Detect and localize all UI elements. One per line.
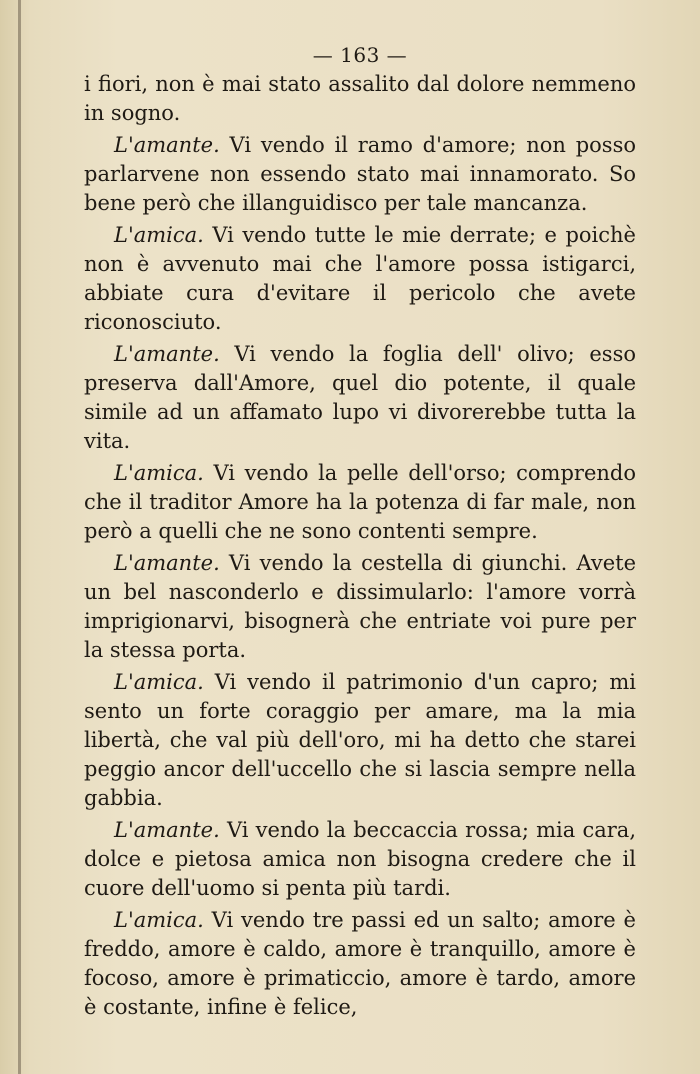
speaker-label: L'amica.	[114, 908, 204, 932]
binding-edge	[18, 0, 21, 1074]
speaker-label: L'amante.	[114, 342, 220, 366]
paragraph-text: Vi vendo tutte le mie derrate; e poichè non è avvenuto mai che l'amore possa istigarci, abbiate cura d'evitare il pericolo che avete riconosciuto.	[84, 223, 636, 334]
paragraph-text: Vi vendo la foglia dell' olivo; esso preserva dall'Amore, quel dio potente, il quale simile ad un affamato lupo vi divorerebbe tutta la vita.	[84, 342, 636, 453]
paragraph-text: Vi vendo la beccaccia rossa; mia cara, dolce e pietosa amica non bisogna credere che il cuore dell'uomo si penta più tardi.	[84, 818, 636, 900]
paragraph	[84, 816, 636, 903]
paragraph-text: Vi vendo la pelle dell'orso; comprendo che il traditor Amore ha la potenza di far male, non però a quelli che ne sono contenti sempre.	[84, 461, 636, 543]
speaker-label: L'amante.	[114, 551, 220, 575]
paragraph	[84, 221, 636, 337]
speaker-label: L'amante.	[114, 133, 220, 157]
paragraph	[84, 906, 636, 1022]
paragraph-text: Vi vendo il ramo d'amore; non posso parlarvene non essendo stato mai innamorato. So bene però che illanguidisco per tale mancanza.	[84, 133, 636, 215]
paragraph-text: Vi vendo la cestella di giunchi. Avete un bel nasconderlo e dissimularlo: l'amore vorrà imprigionarvi, bisognerà che entriate voi pure per la stessa porta.	[84, 551, 636, 662]
paragraph-text: Vi vendo tre passi ed un salto; amore è freddo, amore è caldo, amore è tranquillo, amore è focoso, amore è primaticcio, amore è tardo, amore è costante, infine è felice,	[84, 908, 636, 1019]
paragraph	[84, 70, 636, 128]
paragraph	[84, 459, 636, 546]
paragraph	[84, 131, 636, 218]
page-number: — 163 —	[312, 43, 408, 67]
speaker-label: L'amica.	[114, 223, 204, 247]
speaker-label: L'amica.	[114, 461, 204, 485]
paragraph	[84, 549, 636, 665]
paragraph	[84, 340, 636, 456]
paragraph-text: Vi vendo il patrimonio d'un capro; mi sento un forte coraggio per amare, ma la mia libertà, che val più dell'oro, mi ha detto che starei peggio ancor dell'uccello che si lascia sempre nella gabbia.	[84, 670, 636, 810]
speaker-label: L'amante.	[114, 818, 220, 842]
paragraph	[84, 668, 636, 813]
text-block	[84, 40, 636, 1025]
paragraph-text: i fiori, non è mai stato assalito dal dolore nemmeno in sogno.	[84, 72, 636, 125]
speaker-label: L'amica.	[114, 670, 204, 694]
